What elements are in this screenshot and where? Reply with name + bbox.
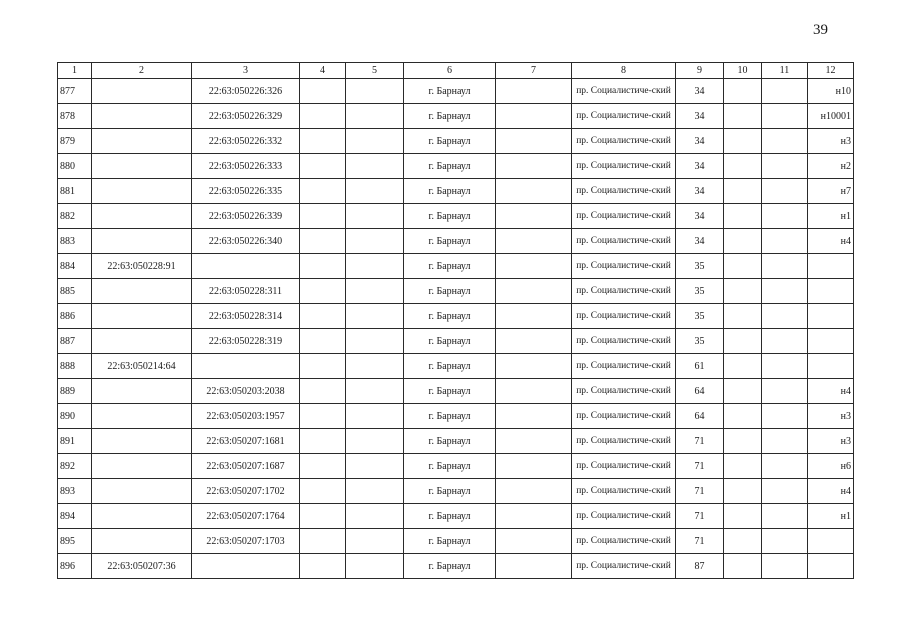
cadastral-object-cell: 22:63:050226:340: [192, 229, 300, 254]
col-4-cell: [300, 104, 346, 129]
row-number-cell: 893: [58, 479, 92, 504]
col-7-cell: [496, 329, 572, 354]
column-header-8: 8: [572, 63, 676, 79]
col-4-cell: [300, 179, 346, 204]
col-7-cell: [496, 254, 572, 279]
apartment-cell: н7: [808, 179, 854, 204]
street-cell: пр. Социалистиче-ский: [572, 379, 676, 404]
settlement-cell: г. Барнаул: [404, 204, 496, 229]
cadastral-parcel-cell: [92, 504, 192, 529]
settlement-cell: г. Барнаул: [404, 554, 496, 579]
cadastral-object-cell: 22:63:050207:1764: [192, 504, 300, 529]
cadastral-parcel-cell: [92, 279, 192, 304]
col-4-cell: [300, 379, 346, 404]
apartment-cell: [808, 254, 854, 279]
col-4-cell: [300, 204, 346, 229]
table-row: [58, 179, 854, 204]
col-11-cell: [762, 204, 808, 229]
col-4-cell: [300, 154, 346, 179]
col-10-cell: [724, 379, 762, 404]
settlement-cell: г. Барнаул: [404, 129, 496, 154]
house-number-cell: 34: [676, 179, 724, 204]
cadastral-object-cell: 22:63:050226:329: [192, 104, 300, 129]
col-11-cell: [762, 304, 808, 329]
row-number-cell: 884: [58, 254, 92, 279]
column-header-6: 6: [404, 63, 496, 79]
house-number-cell: 34: [676, 154, 724, 179]
cadastral-object-cell: 22:63:050226:333: [192, 154, 300, 179]
table-row: [58, 204, 854, 229]
table-body: [58, 79, 854, 579]
col-5-cell: [346, 404, 404, 429]
col-7-cell: [496, 429, 572, 454]
cadastral-object-cell: 22:63:050226:326: [192, 79, 300, 104]
registry-table: [57, 62, 854, 579]
apartment-cell: [808, 304, 854, 329]
cadastral-object-cell: 22:63:050207:1681: [192, 429, 300, 454]
table-row: [58, 479, 854, 504]
cadastral-parcel-cell: [92, 79, 192, 104]
house-number-cell: 71: [676, 479, 724, 504]
column-header-3: 3: [192, 63, 300, 79]
street-cell: пр. Социалистиче-ский: [572, 79, 676, 104]
row-number-cell: 877: [58, 79, 92, 104]
apartment-cell: [808, 354, 854, 379]
col-5-cell: [346, 204, 404, 229]
col-10-cell: [724, 179, 762, 204]
col-5-cell: [346, 154, 404, 179]
col-4-cell: [300, 304, 346, 329]
col-7-cell: [496, 179, 572, 204]
column-header-4: 4: [300, 63, 346, 79]
table-row: [58, 129, 854, 154]
row-number-cell: 889: [58, 379, 92, 404]
col-11-cell: [762, 354, 808, 379]
col-4-cell: [300, 254, 346, 279]
row-number-cell: 882: [58, 204, 92, 229]
cadastral-object-cell: 22:63:050226:332: [192, 129, 300, 154]
house-number-cell: 35: [676, 254, 724, 279]
table-row: [58, 379, 854, 404]
col-7-cell: [496, 129, 572, 154]
cadastral-parcel-cell: [92, 179, 192, 204]
settlement-cell: г. Барнаул: [404, 354, 496, 379]
col-4-cell: [300, 279, 346, 304]
row-number-cell: 879: [58, 129, 92, 154]
house-number-cell: 35: [676, 329, 724, 354]
cadastral-parcel-cell: 22:63:050228:91: [92, 254, 192, 279]
table-header-row: [58, 63, 854, 79]
col-10-cell: [724, 529, 762, 554]
col-5-cell: [346, 279, 404, 304]
settlement-cell: г. Барнаул: [404, 279, 496, 304]
col-10-cell: [724, 429, 762, 454]
apartment-cell: н6: [808, 454, 854, 479]
apartment-cell: н3: [808, 429, 854, 454]
row-number-cell: 885: [58, 279, 92, 304]
cadastral-object-cell: 22:63:050226:335: [192, 179, 300, 204]
settlement-cell: г. Барнаул: [404, 104, 496, 129]
row-number-cell: 895: [58, 529, 92, 554]
col-4-cell: [300, 554, 346, 579]
col-4-cell: [300, 79, 346, 104]
apartment-cell: н1: [808, 204, 854, 229]
settlement-cell: г. Барнаул: [404, 179, 496, 204]
house-number-cell: 61: [676, 354, 724, 379]
apartment-cell: н10001: [808, 104, 854, 129]
col-5-cell: [346, 254, 404, 279]
col-7-cell: [496, 354, 572, 379]
col-10-cell: [724, 79, 762, 104]
col-11-cell: [762, 504, 808, 529]
street-cell: пр. Социалистиче-ский: [572, 454, 676, 479]
col-11-cell: [762, 554, 808, 579]
col-4-cell: [300, 329, 346, 354]
cadastral-object-cell: 22:63:050228:319: [192, 329, 300, 354]
col-11-cell: [762, 79, 808, 104]
col-4-cell: [300, 404, 346, 429]
col-11-cell: [762, 379, 808, 404]
col-7-cell: [496, 304, 572, 329]
col-4-cell: [300, 354, 346, 379]
row-number-cell: 883: [58, 229, 92, 254]
cadastral-parcel-cell: [92, 329, 192, 354]
table-row: [58, 504, 854, 529]
settlement-cell: г. Барнаул: [404, 254, 496, 279]
col-4-cell: [300, 429, 346, 454]
col-5-cell: [346, 229, 404, 254]
col-4-cell: [300, 229, 346, 254]
page-number: 39: [813, 22, 828, 38]
cadastral-parcel-cell: [92, 104, 192, 129]
col-11-cell: [762, 179, 808, 204]
col-11-cell: [762, 429, 808, 454]
col-11-cell: [762, 254, 808, 279]
cadastral-parcel-cell: [92, 479, 192, 504]
cadastral-object-cell: 22:63:050207:1702: [192, 479, 300, 504]
column-header-11: 11: [762, 63, 808, 79]
cadastral-object-cell: [192, 354, 300, 379]
col-5-cell: [346, 554, 404, 579]
cadastral-parcel-cell: [92, 229, 192, 254]
col-11-cell: [762, 404, 808, 429]
col-7-cell: [496, 554, 572, 579]
street-cell: пр. Социалистиче-ский: [572, 129, 676, 154]
cadastral-object-cell: 22:63:050228:311: [192, 279, 300, 304]
col-5-cell: [346, 429, 404, 454]
settlement-cell: г. Барнаул: [404, 379, 496, 404]
cadastral-object-cell: 22:63:050207:1687: [192, 454, 300, 479]
street-cell: пр. Социалистиче-ский: [572, 404, 676, 429]
col-5-cell: [346, 479, 404, 504]
table-row: [58, 254, 854, 279]
col-7-cell: [496, 529, 572, 554]
settlement-cell: г. Барнаул: [404, 304, 496, 329]
table-row: [58, 304, 854, 329]
table-row: [58, 529, 854, 554]
col-5-cell: [346, 454, 404, 479]
col-10-cell: [724, 404, 762, 429]
apartment-cell: н10: [808, 79, 854, 104]
settlement-cell: г. Барнаул: [404, 229, 496, 254]
col-5-cell: [346, 329, 404, 354]
house-number-cell: 64: [676, 404, 724, 429]
house-number-cell: 71: [676, 429, 724, 454]
street-cell: пр. Социалистиче-ский: [572, 529, 676, 554]
col-7-cell: [496, 404, 572, 429]
apartment-cell: н3: [808, 129, 854, 154]
col-11-cell: [762, 454, 808, 479]
col-11-cell: [762, 529, 808, 554]
row-number-cell: 878: [58, 104, 92, 129]
house-number-cell: 35: [676, 279, 724, 304]
col-10-cell: [724, 329, 762, 354]
street-cell: пр. Социалистиче-ский: [572, 554, 676, 579]
col-11-cell: [762, 129, 808, 154]
street-cell: пр. Социалистиче-ский: [572, 429, 676, 454]
street-cell: пр. Социалистиче-ский: [572, 179, 676, 204]
cadastral-parcel-cell: [92, 429, 192, 454]
house-number-cell: 64: [676, 379, 724, 404]
settlement-cell: г. Барнаул: [404, 454, 496, 479]
apartment-cell: н4: [808, 229, 854, 254]
table-row: [58, 454, 854, 479]
col-11-cell: [762, 104, 808, 129]
apartment-cell: н2: [808, 154, 854, 179]
col-10-cell: [724, 229, 762, 254]
cadastral-object-cell: [192, 554, 300, 579]
col-10-cell: [724, 254, 762, 279]
settlement-cell: г. Барнаул: [404, 404, 496, 429]
row-number-cell: 888: [58, 354, 92, 379]
house-number-cell: 34: [676, 104, 724, 129]
col-11-cell: [762, 479, 808, 504]
settlement-cell: г. Барнаул: [404, 154, 496, 179]
cadastral-parcel-cell: 22:63:050214:64: [92, 354, 192, 379]
col-5-cell: [346, 129, 404, 154]
apartment-cell: [808, 554, 854, 579]
apartment-cell: н4: [808, 479, 854, 504]
table-row: [58, 104, 854, 129]
table-row: [58, 79, 854, 104]
apartment-cell: [808, 529, 854, 554]
table-row: [58, 229, 854, 254]
col-10-cell: [724, 479, 762, 504]
row-number-cell: 887: [58, 329, 92, 354]
col-5-cell: [346, 354, 404, 379]
col-4-cell: [300, 454, 346, 479]
cadastral-parcel-cell: [92, 529, 192, 554]
col-5-cell: [346, 179, 404, 204]
col-7-cell: [496, 454, 572, 479]
col-5-cell: [346, 379, 404, 404]
house-number-cell: 71: [676, 529, 724, 554]
row-number-cell: 891: [58, 429, 92, 454]
column-header-2: 2: [92, 63, 192, 79]
row-number-cell: 896: [58, 554, 92, 579]
street-cell: пр. Социалистиче-ский: [572, 479, 676, 504]
col-7-cell: [496, 229, 572, 254]
cadastral-object-cell: [192, 254, 300, 279]
cadastral-object-cell: 22:63:050203:2038: [192, 379, 300, 404]
cadastral-parcel-cell: [92, 129, 192, 154]
col-5-cell: [346, 304, 404, 329]
settlement-cell: г. Барнаул: [404, 529, 496, 554]
col-5-cell: [346, 529, 404, 554]
col-10-cell: [724, 354, 762, 379]
col-7-cell: [496, 79, 572, 104]
col-7-cell: [496, 379, 572, 404]
col-7-cell: [496, 479, 572, 504]
street-cell: пр. Социалистиче-ский: [572, 354, 676, 379]
house-number-cell: 35: [676, 304, 724, 329]
street-cell: пр. Социалистиче-ский: [572, 329, 676, 354]
apartment-cell: н3: [808, 404, 854, 429]
col-5-cell: [346, 79, 404, 104]
column-header-1: 1: [58, 63, 92, 79]
column-header-5: 5: [346, 63, 404, 79]
settlement-cell: г. Барнаул: [404, 79, 496, 104]
cadastral-parcel-cell: [92, 204, 192, 229]
table-row: [58, 329, 854, 354]
row-number-cell: 886: [58, 304, 92, 329]
house-number-cell: 71: [676, 504, 724, 529]
settlement-cell: г. Барнаул: [404, 429, 496, 454]
table-row: [58, 154, 854, 179]
col-10-cell: [724, 129, 762, 154]
house-number-cell: 87: [676, 554, 724, 579]
apartment-cell: [808, 279, 854, 304]
col-11-cell: [762, 279, 808, 304]
row-number-cell: 890: [58, 404, 92, 429]
row-number-cell: 894: [58, 504, 92, 529]
street-cell: пр. Социалистиче-ский: [572, 279, 676, 304]
col-4-cell: [300, 529, 346, 554]
col-11-cell: [762, 229, 808, 254]
cadastral-object-cell: 22:63:050203:1957: [192, 404, 300, 429]
col-10-cell: [724, 554, 762, 579]
col-10-cell: [724, 304, 762, 329]
street-cell: пр. Социалистиче-ский: [572, 104, 676, 129]
col-7-cell: [496, 104, 572, 129]
cadastral-object-cell: 22:63:050228:314: [192, 304, 300, 329]
cadastral-parcel-cell: [92, 154, 192, 179]
apartment-cell: н1: [808, 504, 854, 529]
table-row: [58, 404, 854, 429]
col-11-cell: [762, 154, 808, 179]
col-10-cell: [724, 504, 762, 529]
cadastral-object-cell: 22:63:050226:339: [192, 204, 300, 229]
house-number-cell: 34: [676, 229, 724, 254]
col-10-cell: [724, 104, 762, 129]
col-7-cell: [496, 279, 572, 304]
col-11-cell: [762, 329, 808, 354]
table-row: [58, 354, 854, 379]
column-header-12: 12: [808, 63, 854, 79]
column-header-10: 10: [724, 63, 762, 79]
cadastral-object-cell: 22:63:050207:1703: [192, 529, 300, 554]
table-row: [58, 554, 854, 579]
table-row: [58, 429, 854, 454]
street-cell: пр. Социалистиче-ский: [572, 304, 676, 329]
col-5-cell: [346, 104, 404, 129]
apartment-cell: н4: [808, 379, 854, 404]
cadastral-parcel-cell: 22:63:050207:36: [92, 554, 192, 579]
table-row: [58, 279, 854, 304]
col-4-cell: [300, 129, 346, 154]
row-number-cell: 880: [58, 154, 92, 179]
settlement-cell: г. Барнаул: [404, 329, 496, 354]
apartment-cell: [808, 329, 854, 354]
house-number-cell: 34: [676, 79, 724, 104]
house-number-cell: 34: [676, 129, 724, 154]
col-7-cell: [496, 504, 572, 529]
settlement-cell: г. Барнаул: [404, 504, 496, 529]
col-4-cell: [300, 479, 346, 504]
row-number-cell: 881: [58, 179, 92, 204]
street-cell: пр. Социалистиче-ский: [572, 154, 676, 179]
col-10-cell: [724, 154, 762, 179]
col-10-cell: [724, 454, 762, 479]
street-cell: пр. Социалистиче-ский: [572, 254, 676, 279]
cadastral-parcel-cell: [92, 304, 192, 329]
house-number-cell: 71: [676, 454, 724, 479]
street-cell: пр. Социалистиче-ский: [572, 229, 676, 254]
street-cell: пр. Социалистиче-ский: [572, 204, 676, 229]
cadastral-parcel-cell: [92, 454, 192, 479]
col-4-cell: [300, 504, 346, 529]
row-number-cell: 892: [58, 454, 92, 479]
column-header-9: 9: [676, 63, 724, 79]
col-7-cell: [496, 154, 572, 179]
column-header-7: 7: [496, 63, 572, 79]
street-cell: пр. Социалистиче-ский: [572, 504, 676, 529]
settlement-cell: г. Барнаул: [404, 479, 496, 504]
col-7-cell: [496, 204, 572, 229]
col-10-cell: [724, 279, 762, 304]
cadastral-parcel-cell: [92, 379, 192, 404]
col-10-cell: [724, 204, 762, 229]
house-number-cell: 34: [676, 204, 724, 229]
cadastral-parcel-cell: [92, 404, 192, 429]
col-5-cell: [346, 504, 404, 529]
